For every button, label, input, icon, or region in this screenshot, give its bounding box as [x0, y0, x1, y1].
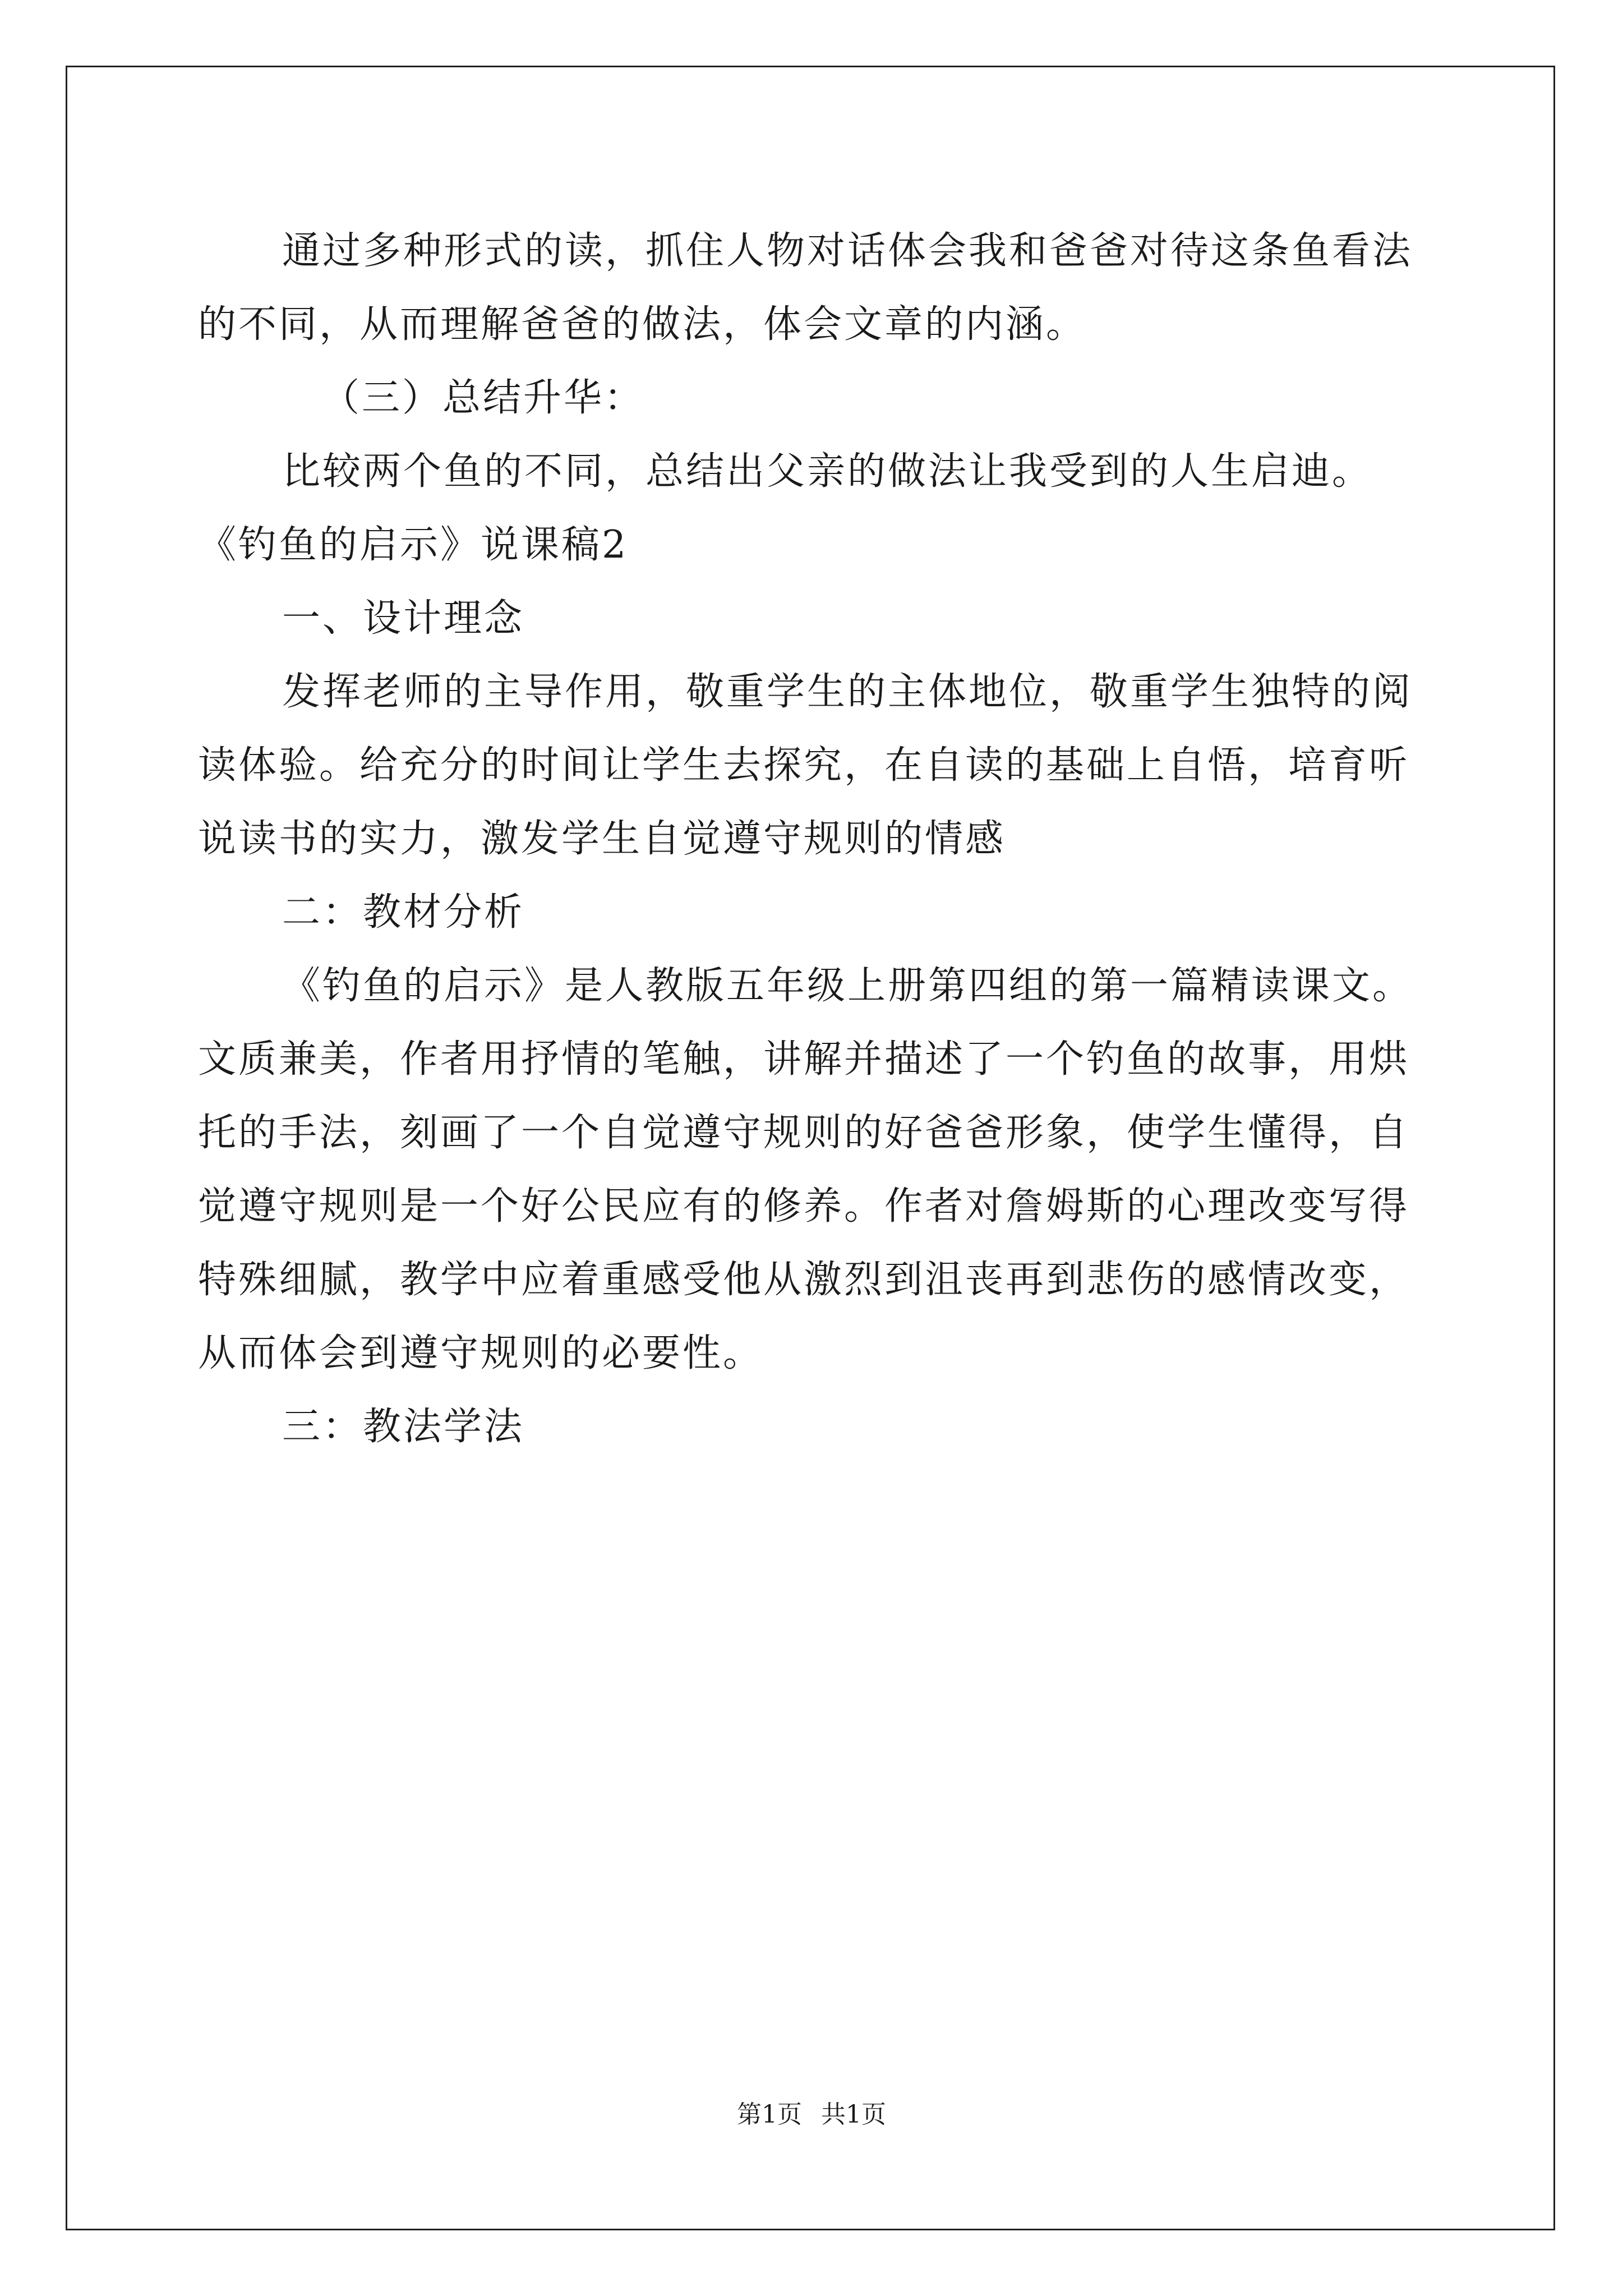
paragraph-line: 的不同，从而理解爸爸的做法，体会文章的内涵。 — [198, 302, 1087, 347]
paragraph-line: 从而体会到遵守规则的必要性。 — [198, 1331, 764, 1375]
paragraph-line: 觉遵守规则是一个好公民应有的修养。作者对詹姆斯的心理改变写得 — [198, 1184, 1410, 1228]
paragraph-line: 发挥老师的主导作用，敬重学生的主体地位，敬重学生独特的阅 — [282, 670, 1413, 714]
page-number: 第1页 — [737, 2100, 802, 2129]
document-title: 《钓鱼的启示》说课稿2 — [198, 523, 629, 567]
page-footer — [0, 2098, 1623, 2132]
paragraph-line: 特殊细腻，教学中应着重感受他从激烈到沮丧再到悲伤的感情改变， — [198, 1258, 1410, 1302]
section-heading: 三：教法学法 — [282, 1405, 525, 1449]
page-total: 共1页 — [821, 2100, 886, 2129]
paragraph-line: 托的手法，刻画了一个自觉遵守规则的好爸爸形象，使学生懂得，自 — [198, 1111, 1410, 1155]
paragraph-line: 《钓鱼的启示》是人教版五年级上册第四组的第一篇精读课文。 — [282, 964, 1413, 1008]
paragraph-line: 通过多种形式的读，抓住人物对话体会我和爸爸对待这条鱼看法 — [282, 229, 1413, 273]
section-heading: （三）总结升华： — [321, 376, 645, 420]
paragraph-line: 说读书的实力，激发学生自觉遵守规则的情感 — [198, 817, 1006, 861]
section-heading: 二：教材分析 — [282, 890, 525, 935]
paragraph-line: 比较两个鱼的不同，总结出父亲的做法让我受到的人生启迪。 — [282, 449, 1373, 494]
paragraph-line: 读体验。给充分的时间让学生去探究，在自读的基础上自悟，培育听 — [198, 743, 1410, 788]
section-heading: 一、设计理念 — [282, 596, 525, 641]
paragraph-line: 文质兼美，作者用抒情的笔触，讲解并描述了一个钓鱼的故事，用烘 — [198, 1037, 1410, 1082]
